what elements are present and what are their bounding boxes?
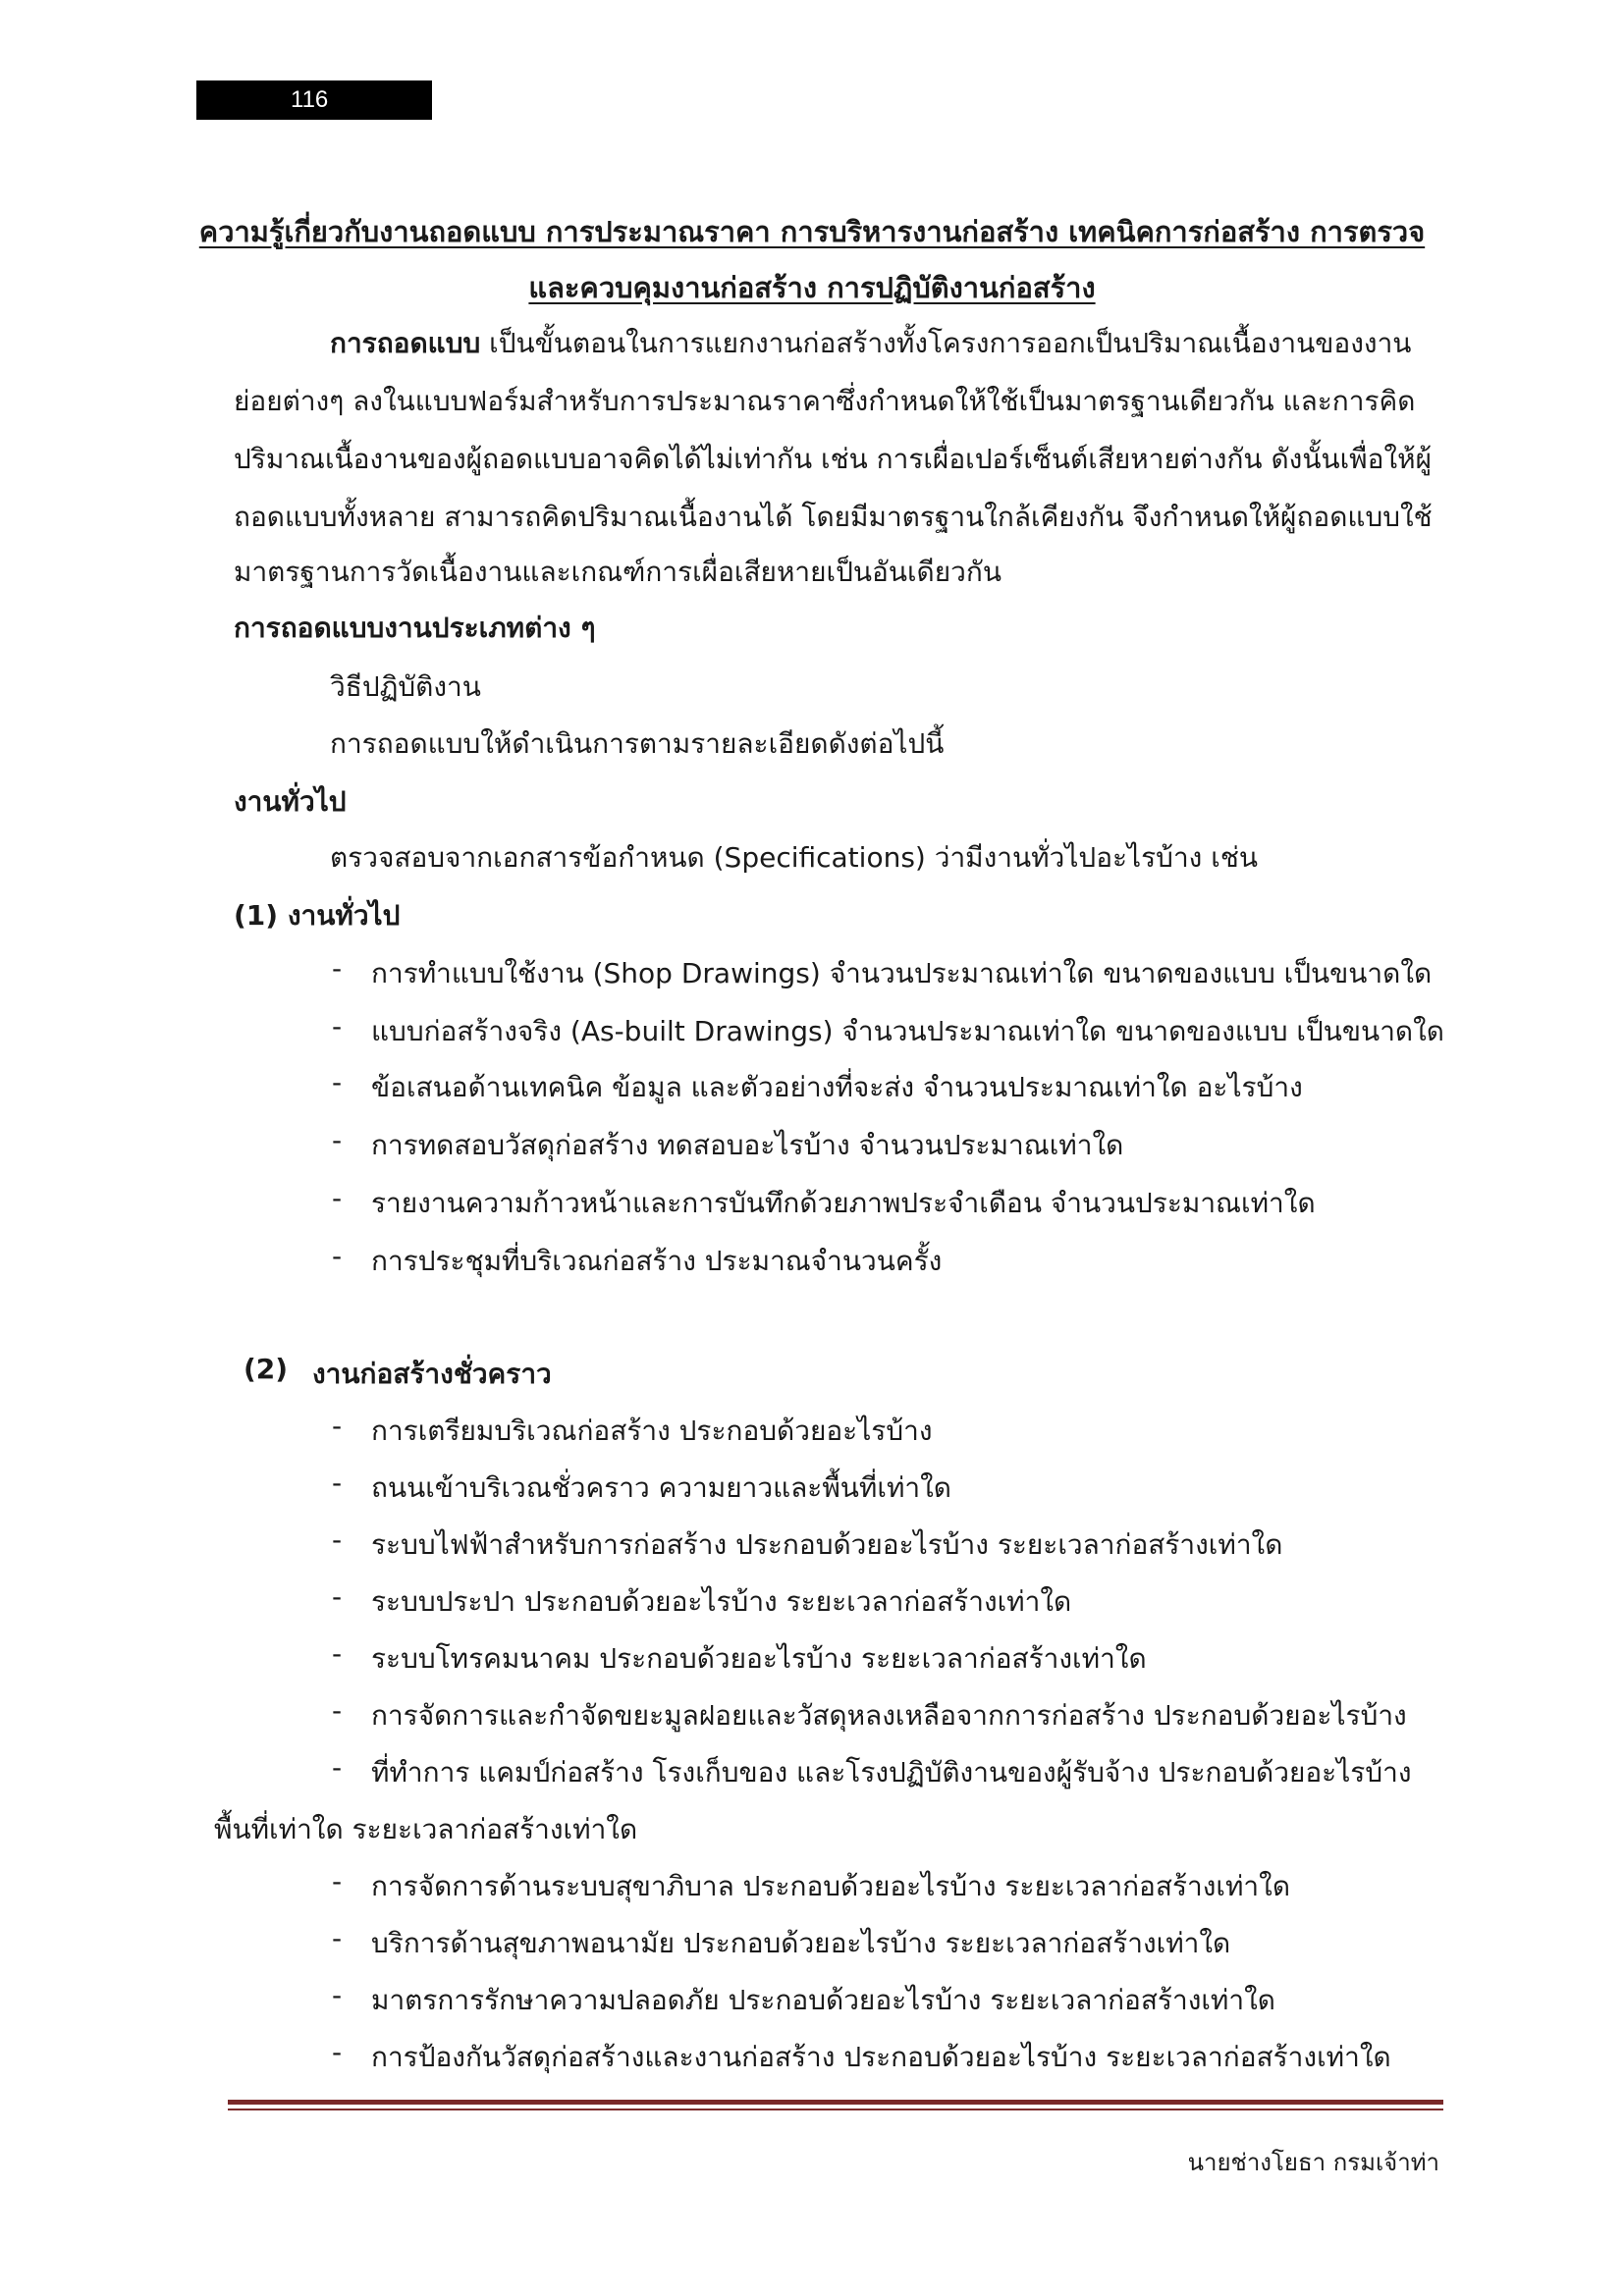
page-number: 116 — [291, 86, 329, 113]
part1-item-text: การทำแบบใช้งาน (Shop Drawings) จำนวนประมาณเท่าใด ขนาดของแบบ เป็นขนาดใด — [371, 957, 1433, 989]
document-title-line2: และควบคุมงานก่อสร้าง การปฏิบัติงานก่อสร้าง — [528, 271, 1096, 304]
page-number-box — [196, 80, 432, 120]
document-title-line1: ความรู้เกี่ยวกับงานถอดแบบ การประมาณราคา การบริหารงานก่อสร้าง เทคนิคการก่อสร้าง การตรวจ — [198, 215, 1426, 248]
bullet-dash: - — [332, 1240, 343, 1272]
bullet-dash: - — [332, 1182, 343, 1214]
intro-line1-text: เป็นขั้นตอนในการแยกงานก่อสร้างทั้งโครงการออกเป็นปริมาณเนื้องานของงาน — [489, 327, 1412, 359]
part2-item-text: ที่ทำการ แคมป์ก่อสร้าง โรงเก็บของ และโรงปฏิบัติงานของผู้รับจ้าง ประกอบด้วยอะไรบ้าง — [371, 1756, 1412, 1789]
part1-heading: (1) งานทั่วไป — [234, 899, 401, 932]
intro-lead-term: การถอดแบบ — [330, 327, 481, 359]
footer-rule-thin — [228, 2109, 1443, 2110]
bullet-dash: - — [332, 1694, 343, 1727]
part2-item-text: ระบบโทรคมนาคม ประกอบด้วยอะไรบ้าง ระยะเวลาก่อสร้างเท่าใด — [371, 1642, 1147, 1675]
section-types-heading: การถอดแบบงานประเภทต่าง ๆ — [234, 612, 596, 644]
part1-item-text: การประชุมที่บริเวณก่อสร้าง ประมาณจำนวนครั้ง — [371, 1245, 943, 1277]
method-label: วิธีปฏิบัติงาน — [330, 670, 481, 703]
part2-item-text: การจัดการด้านระบบสุขาภิบาล ประกอบด้วยอะไรบ้าง ระยะเวลาก่อสร้างเท่าใด — [371, 1870, 1291, 1902]
bullet-dash: - — [332, 1751, 343, 1784]
footer-rule-thick — [228, 2100, 1443, 2105]
part2-item-text: บริการด้านสุขภาพอนามัย ประกอบด้วยอะไรบ้าง ระยะเวลาก่อสร้างเท่าใด — [371, 1927, 1231, 1959]
general-heading: งานทั่วไป — [234, 785, 347, 818]
part1-item-text: แบบก่อสร้างจริง (As-built Drawings) จำนวนประมาณเท่าใด ขนาดของแบบ เป็นขนาดใด — [371, 1015, 1444, 1047]
bullet-dash: - — [332, 2036, 343, 2068]
bullet-dash: - — [332, 1410, 343, 1442]
bullet-dash: - — [332, 1124, 343, 1156]
intro-line5: มาตรฐานการวัดเนื้องานและเกณฑ์การเผื่อเสียหายเป็นอันเดียวกัน — [234, 556, 1001, 588]
part2-item-text: การจัดการและกำจัดขยะมูลฝอยและวัสดุหลงเหลือจากการก่อสร้าง ประกอบด้วยอะไรบ้าง — [371, 1699, 1407, 1732]
part1-item-text: ข้อเสนอด้านเทคนิค ข้อมูล และตัวอย่างที่จะส่ง จำนวนประมาณเท่าใด อะไรบ้าง — [371, 1071, 1303, 1103]
bullet-dash: - — [332, 1922, 343, 1954]
part1-item-text: การทดสอบวัสดุก่อสร้าง ทดสอบอะไรบ้าง จำนวนประมาณเท่าใด — [371, 1129, 1124, 1161]
bullet-dash: - — [332, 1637, 343, 1670]
bullet-dash: - — [332, 1979, 343, 2011]
part2-item-text: มาตรการรักษาความปลอดภัย ประกอบด้วยอะไรบ้าง ระยะเวลาก่อสร้างเท่าใด — [371, 1984, 1275, 2016]
part2-number: (2) — [244, 1353, 289, 1385]
bullet-dash: - — [332, 1066, 343, 1098]
part2-item-continuation: พื้นที่เท่าใด ระยะเวลาก่อสร้างเท่าใด — [214, 1813, 638, 1845]
bullet-dash: - — [332, 1580, 343, 1613]
part2-item-text: ถนนเข้าบริเวณชั่วคราว ความยาวและพื้นที่เท่าใด — [371, 1471, 951, 1504]
footer-department: นายช่างโยธา กรมเจ้าท่า — [1187, 2149, 1439, 2176]
part1-item-text: รายงานความก้าวหน้าและการบันทึกด้วยภาพประจำเดือน จำนวนประมาณเท่าใด — [371, 1187, 1316, 1219]
intro-line4: ถอดแบบทั้งหลาย สามารถคิดปริมาณเนื้องานได้ โดยมีมาตรฐานใกล้เคียงกัน จึงกำหนดให้ผู้ถอดแบบใช้ — [234, 501, 1433, 533]
part2-heading: งานก่อสร้างชั่วคราว — [312, 1358, 552, 1390]
method-text: การถอดแบบให้ดำเนินการตามรายละเอียดดังต่อไปนี้ — [330, 727, 945, 760]
part2-item-text: ระบบประปา ประกอบด้วยอะไรบ้าง ระยะเวลาก่อสร้างเท่าใด — [371, 1585, 1072, 1618]
bullet-dash: - — [332, 1467, 343, 1499]
part2-item-text: ระบบไฟฟ้าสำหรับการก่อสร้าง ประกอบด้วยอะไรบ้าง ระยะเวลาก่อสร้างเท่าใด — [371, 1528, 1283, 1561]
bullet-dash: - — [332, 952, 343, 985]
part2-item-text: การเตรียมบริเวณก่อสร้าง ประกอบด้วยอะไรบ้าง — [371, 1415, 933, 1447]
intro-line2: ย่อยต่างๆ ลงในแบบฟอร์มสำหรับการประมาณราคาซึ่งกำหนดให้ใช้เป็นมาตรฐานเดียวกัน และการคิด — [234, 385, 1416, 417]
bullet-dash: - — [332, 1865, 343, 1897]
part2-item-text: การป้องกันวัสดุก่อสร้างและงานก่อสร้าง ประกอบด้วยอะไรบ้าง ระยะเวลาก่อสร้างเท่าใด — [371, 2041, 1391, 2073]
general-text: ตรวจสอบจากเอกสารข้อกำหนด (Specifications) ว่ามีงานทั่วไปอะไรบ้าง เช่น — [330, 841, 1258, 874]
bullet-dash: - — [332, 1523, 343, 1556]
bullet-dash: - — [332, 1010, 343, 1042]
intro-line3: ปริมาณเนื้องานของผู้ถอดแบบอาจคิดได้ไม่เท่ากัน เช่น การเผื่อเปอร์เซ็นต์เสียหายต่างกัน ดังนั้นเพื่อให้ผู้ — [234, 443, 1432, 475]
intro-line1 — [330, 322, 1411, 365]
